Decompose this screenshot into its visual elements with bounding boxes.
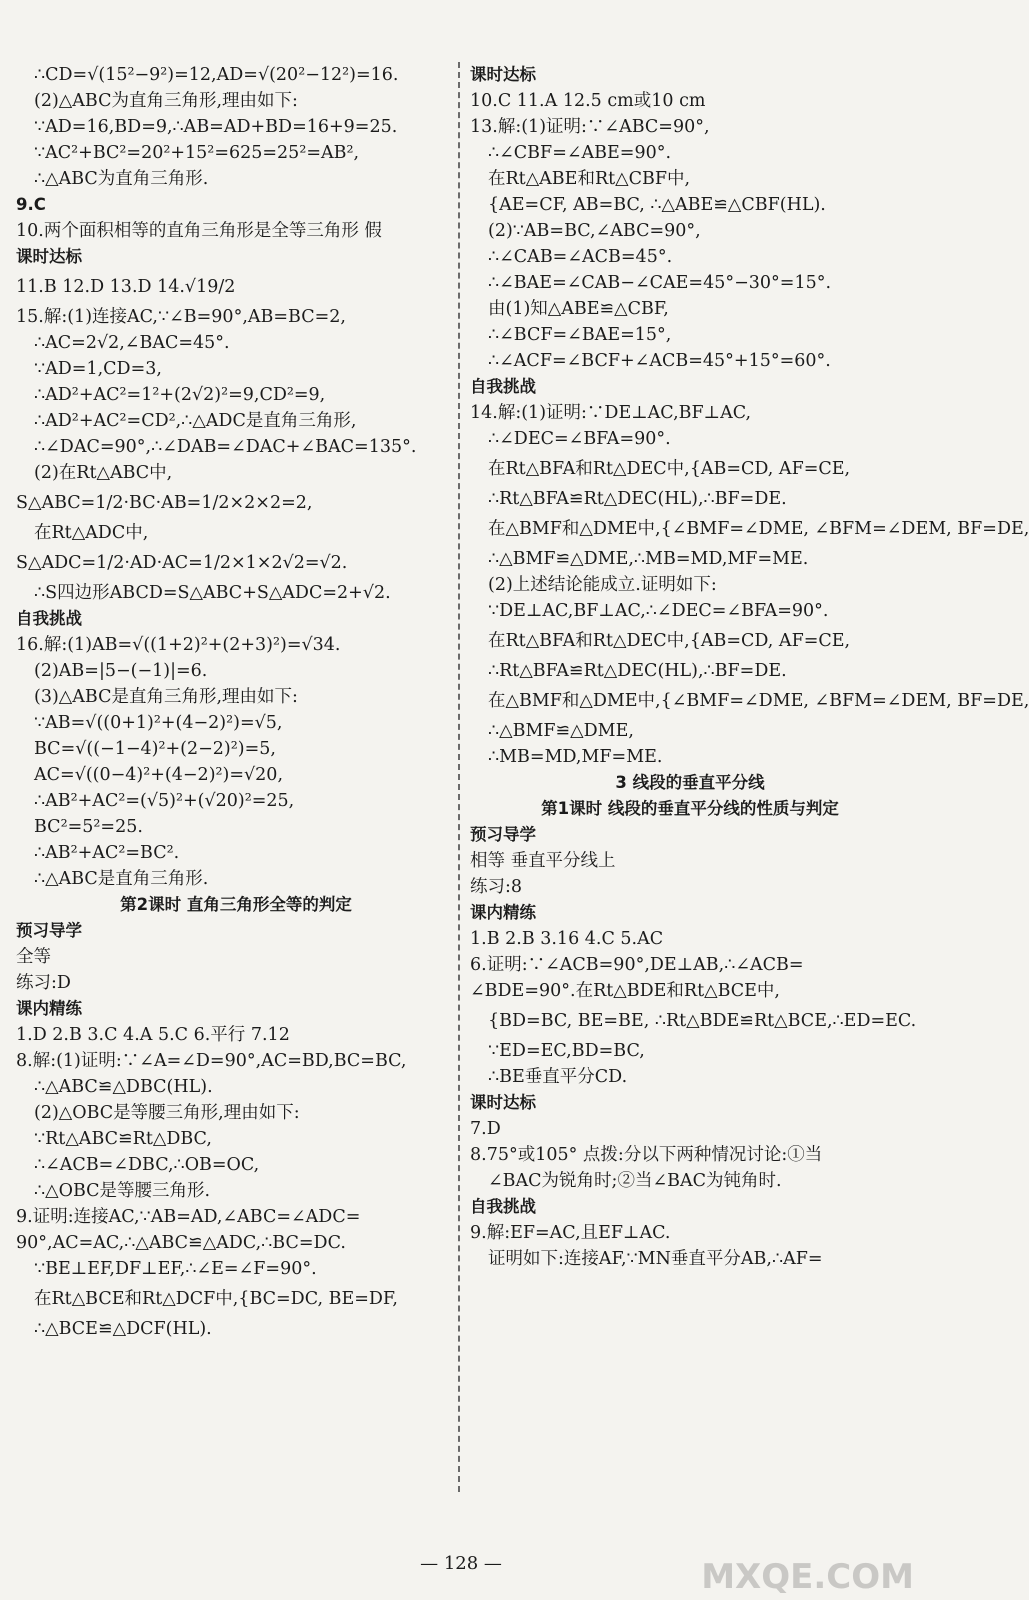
text-line: (2)△OBC是等腰三角形,理由如下: xyxy=(34,1103,300,1123)
text-line: ∴△BCE≌△DCF(HL). xyxy=(34,1319,212,1339)
answer-item: 16.解:(1)AB=√((1+2)²+(2+3)²)=√34. xyxy=(16,635,341,655)
text-line: 在Rt△ABE和Rt△CBF中, xyxy=(488,169,691,189)
section-heading: 课时达标 xyxy=(16,247,82,266)
answer-item: 13.解:(1)证明:∵∠ABC=90°, xyxy=(470,117,710,137)
section-heading: 课内精练 xyxy=(470,903,536,922)
section-heading: 课时达标 xyxy=(470,65,536,84)
text-line: ∴AC=2√2,∠BAC=45°. xyxy=(34,333,230,353)
text-line: (3)△ABC是直角三角形,理由如下: xyxy=(34,687,298,707)
text-line: ∵ED=EC,BD=BC, xyxy=(488,1041,645,1061)
watermark-logo: MXQE.COM xyxy=(701,1557,914,1597)
text-line: (2)AB=|5−(−1)|=6. xyxy=(34,661,208,681)
text-line: BC=√((−1−4)²+(2−2)²)=5, xyxy=(34,739,276,759)
text-line: ∠BDE=90°.在Rt△BDE和Rt△BCE中, xyxy=(470,981,780,1001)
answer-item: 8.解:(1)证明:∵∠A=∠D=90°,AC=BD,BC=BC, xyxy=(16,1051,407,1071)
text-line: 相等 垂直平分线上 xyxy=(470,851,616,871)
answer-item: 7.D xyxy=(470,1119,501,1139)
text-line: ∴△ABC为直角三角形. xyxy=(34,169,209,189)
answer-item: 9.证明:连接AC,∵AB=AD,∠ABC=∠ADC= xyxy=(16,1207,361,1227)
column-divider xyxy=(458,62,460,1492)
text-line: ∵AB=√((0+1)²+(4−2)²)=√5, xyxy=(34,713,283,733)
section-heading: 自我挑战 xyxy=(470,1197,536,1216)
text-line: 证明如下:连接AF,∵MN垂直平分AB,∴AF= xyxy=(488,1249,823,1269)
text-line: ∴AB²+AC²=BC². xyxy=(34,843,180,863)
section-heading: 自我挑战 xyxy=(16,609,82,628)
text-line: 在Rt△BFA和Rt△DEC中,{AB=CD, AF=CE, xyxy=(488,631,851,651)
text-line: ∴∠CAB=∠ACB=45°. xyxy=(488,247,673,267)
section-heading: 课时达标 xyxy=(470,1093,536,1112)
text-line: ∴AD²+AC²=CD²,∴△ADC是直角三角形, xyxy=(34,411,357,431)
text-line: 由(1)知△ABE≌△CBF, xyxy=(488,299,669,319)
answer-item: 15.解:(1)连接AC,∵∠B=90°,AB=BC=2, xyxy=(16,307,346,327)
text-line: ∴∠BCF=∠BAE=15°, xyxy=(488,325,672,345)
text-line: ∴∠DAC=90°,∴∠DAB=∠DAC+∠BAC=135°. xyxy=(34,437,417,457)
section-heading: 预习导学 xyxy=(470,825,536,844)
text-line: 在△BMF和△DME中,{∠BMF=∠DME, ∠BFM=∠DEM, BF=DE, xyxy=(488,691,1029,711)
answer-item: 9.C xyxy=(16,195,46,214)
text-line: 在Rt△BFA和Rt△DEC中,{AB=CD, AF=CE, xyxy=(488,459,851,479)
text-line: ∴△BMF≌△DME, xyxy=(488,721,634,741)
text-line: 在Rt△ADC中, xyxy=(34,523,149,543)
text-line: (2)上述结论能成立.证明如下: xyxy=(488,575,717,595)
right-column xyxy=(470,62,1029,1272)
answer-item: 10.C 11.A 12.5 cm或10 cm xyxy=(470,91,706,111)
text-line: ∵Rt△ABC≌Rt△DBC, xyxy=(34,1129,212,1149)
text-line: ∴AD²+AC²=1²+(2√2)²=9,CD²=9, xyxy=(34,385,326,405)
text-line: ∴CD=√(15²−9²)=12,AD=√(20²−12²)=16. xyxy=(34,65,399,85)
text-line: ∴△BMF≌△DME,∴MB=MD,MF=ME. xyxy=(488,549,809,569)
left-column xyxy=(16,62,456,1342)
text-line: ∴Rt△BFA≌Rt△DEC(HL),∴BF=DE. xyxy=(488,489,787,509)
text-line: ∴△ABC是直角三角形. xyxy=(34,869,209,889)
text-line: ∵BE⊥EF,DF⊥EF,∴∠E=∠F=90°. xyxy=(34,1259,317,1279)
text-line: (2)在Rt△ABC中, xyxy=(34,463,173,483)
text-line: ∴AB²+AC²=(√5)²+(√20)²=25, xyxy=(34,791,295,811)
text-line: 全等 xyxy=(16,947,51,967)
text-line: ∵AC²+BC²=20²+15²=625=25²=AB², xyxy=(34,143,360,163)
text-line: 在△BMF和△DME中,{∠BMF=∠DME, ∠BFM=∠DEM, BF=DE, xyxy=(488,519,1029,539)
text-line: (2)∵AB=BC,∠ABC=90°, xyxy=(488,221,701,241)
answer-item: 11.B 12.D 13.D 14.√19/2 xyxy=(16,277,236,297)
answer-item: 14.解:(1)证明:∵DE⊥AC,BF⊥AC, xyxy=(470,403,752,423)
text-line: ∴∠ACF=∠BCF+∠ACB=45°+15°=60°. xyxy=(488,351,831,371)
text-line: ∴Rt△BFA≌Rt△DEC(HL),∴BF=DE. xyxy=(488,661,787,681)
section-heading: 自我挑战 xyxy=(470,377,536,396)
lesson-title: 第1课时 线段的垂直平分线的性质与判定 xyxy=(541,799,839,818)
text-line: ∵AD=1,CD=3, xyxy=(34,359,162,379)
text-line: ∴∠BAE=∠CAB−∠CAE=45°−30°=15°. xyxy=(488,273,832,293)
text-line: ∵DE⊥AC,BF⊥AC,∴∠DEC=∠BFA=90°. xyxy=(488,601,829,621)
text-line: S△ADC=1/2·AD·AC=1/2×1×2√2=√2. xyxy=(16,553,348,573)
text-line: ∠BAC为锐角时;②当∠BAC为钝角时. xyxy=(488,1171,782,1191)
text-line: 练习:8 xyxy=(470,877,523,897)
text-line: 90°,AC=AC,∴△ABC≌△ADC,∴BC=DC. xyxy=(16,1233,346,1253)
section-heading: 课内精练 xyxy=(16,999,82,1018)
answer-item: 8.75°或105° 点拨:分以下两种情况讨论:①当 xyxy=(470,1145,823,1165)
text-line: ∴MB=MD,MF=ME. xyxy=(488,747,663,767)
answer-item: 6.证明:∵∠ACB=90°,DE⊥AB,∴∠ACB= xyxy=(470,955,804,975)
answer-item: 10.两个面积相等的直角三角形是全等三角形 假 xyxy=(16,221,382,241)
answer-item: 9.解:EF=AC,且EF⊥AC. xyxy=(470,1223,671,1243)
text-line: ∴∠CBF=∠ABE=90°. xyxy=(488,143,672,163)
text-line: BC²=5²=25. xyxy=(34,817,143,837)
text-line: ∴∠ACB=∠DBC,∴OB=OC, xyxy=(34,1155,260,1175)
text-line: 在Rt△BCE和Rt△DCF中,{BC=DC, BE=DF, xyxy=(34,1289,398,1309)
answer-item: 1.B 2.B 3.16 4.C 5.AC xyxy=(470,929,664,949)
text-line: 练习:D xyxy=(16,973,71,993)
text-line: {BD=BC, BE=BE, ∴Rt△BDE≌Rt△BCE,∴ED=EC. xyxy=(488,1011,917,1031)
lesson-title: 第2课时 直角三角形全等的判定 xyxy=(120,895,352,914)
text-line: ∴S四边形ABCD=S△ABC+S△ADC=2+√2. xyxy=(34,583,391,603)
answer-item: 1.D 2.B 3.C 4.A 5.C 6.平行 7.12 xyxy=(16,1025,290,1045)
text-line: ∴△OBC是等腰三角形. xyxy=(34,1181,211,1201)
section-title: 3 线段的垂直平分线 xyxy=(615,773,765,792)
page-number: — 128 — xyxy=(420,1553,502,1574)
text-line: {AE=CF, AB=BC, ∴△ABE≌△CBF(HL). xyxy=(488,195,826,215)
text-line: AC=√((0−4)²+(4−2)²)=√20, xyxy=(34,765,284,785)
text-line: ∵AD=16,BD=9,∴AB=AD+BD=16+9=25. xyxy=(34,117,398,137)
text-line: ∴BE垂直平分CD. xyxy=(488,1067,628,1087)
text-line: S△ABC=1/2·BC·AB=1/2×2×2=2, xyxy=(16,493,313,513)
text-line: ∴△ABC≌△DBC(HL). xyxy=(34,1077,213,1097)
text-line: ∴∠DEC=∠BFA=90°. xyxy=(488,429,671,449)
section-heading: 预习导学 xyxy=(16,921,82,940)
text-line: (2)△ABC为直角三角形,理由如下: xyxy=(34,91,298,111)
